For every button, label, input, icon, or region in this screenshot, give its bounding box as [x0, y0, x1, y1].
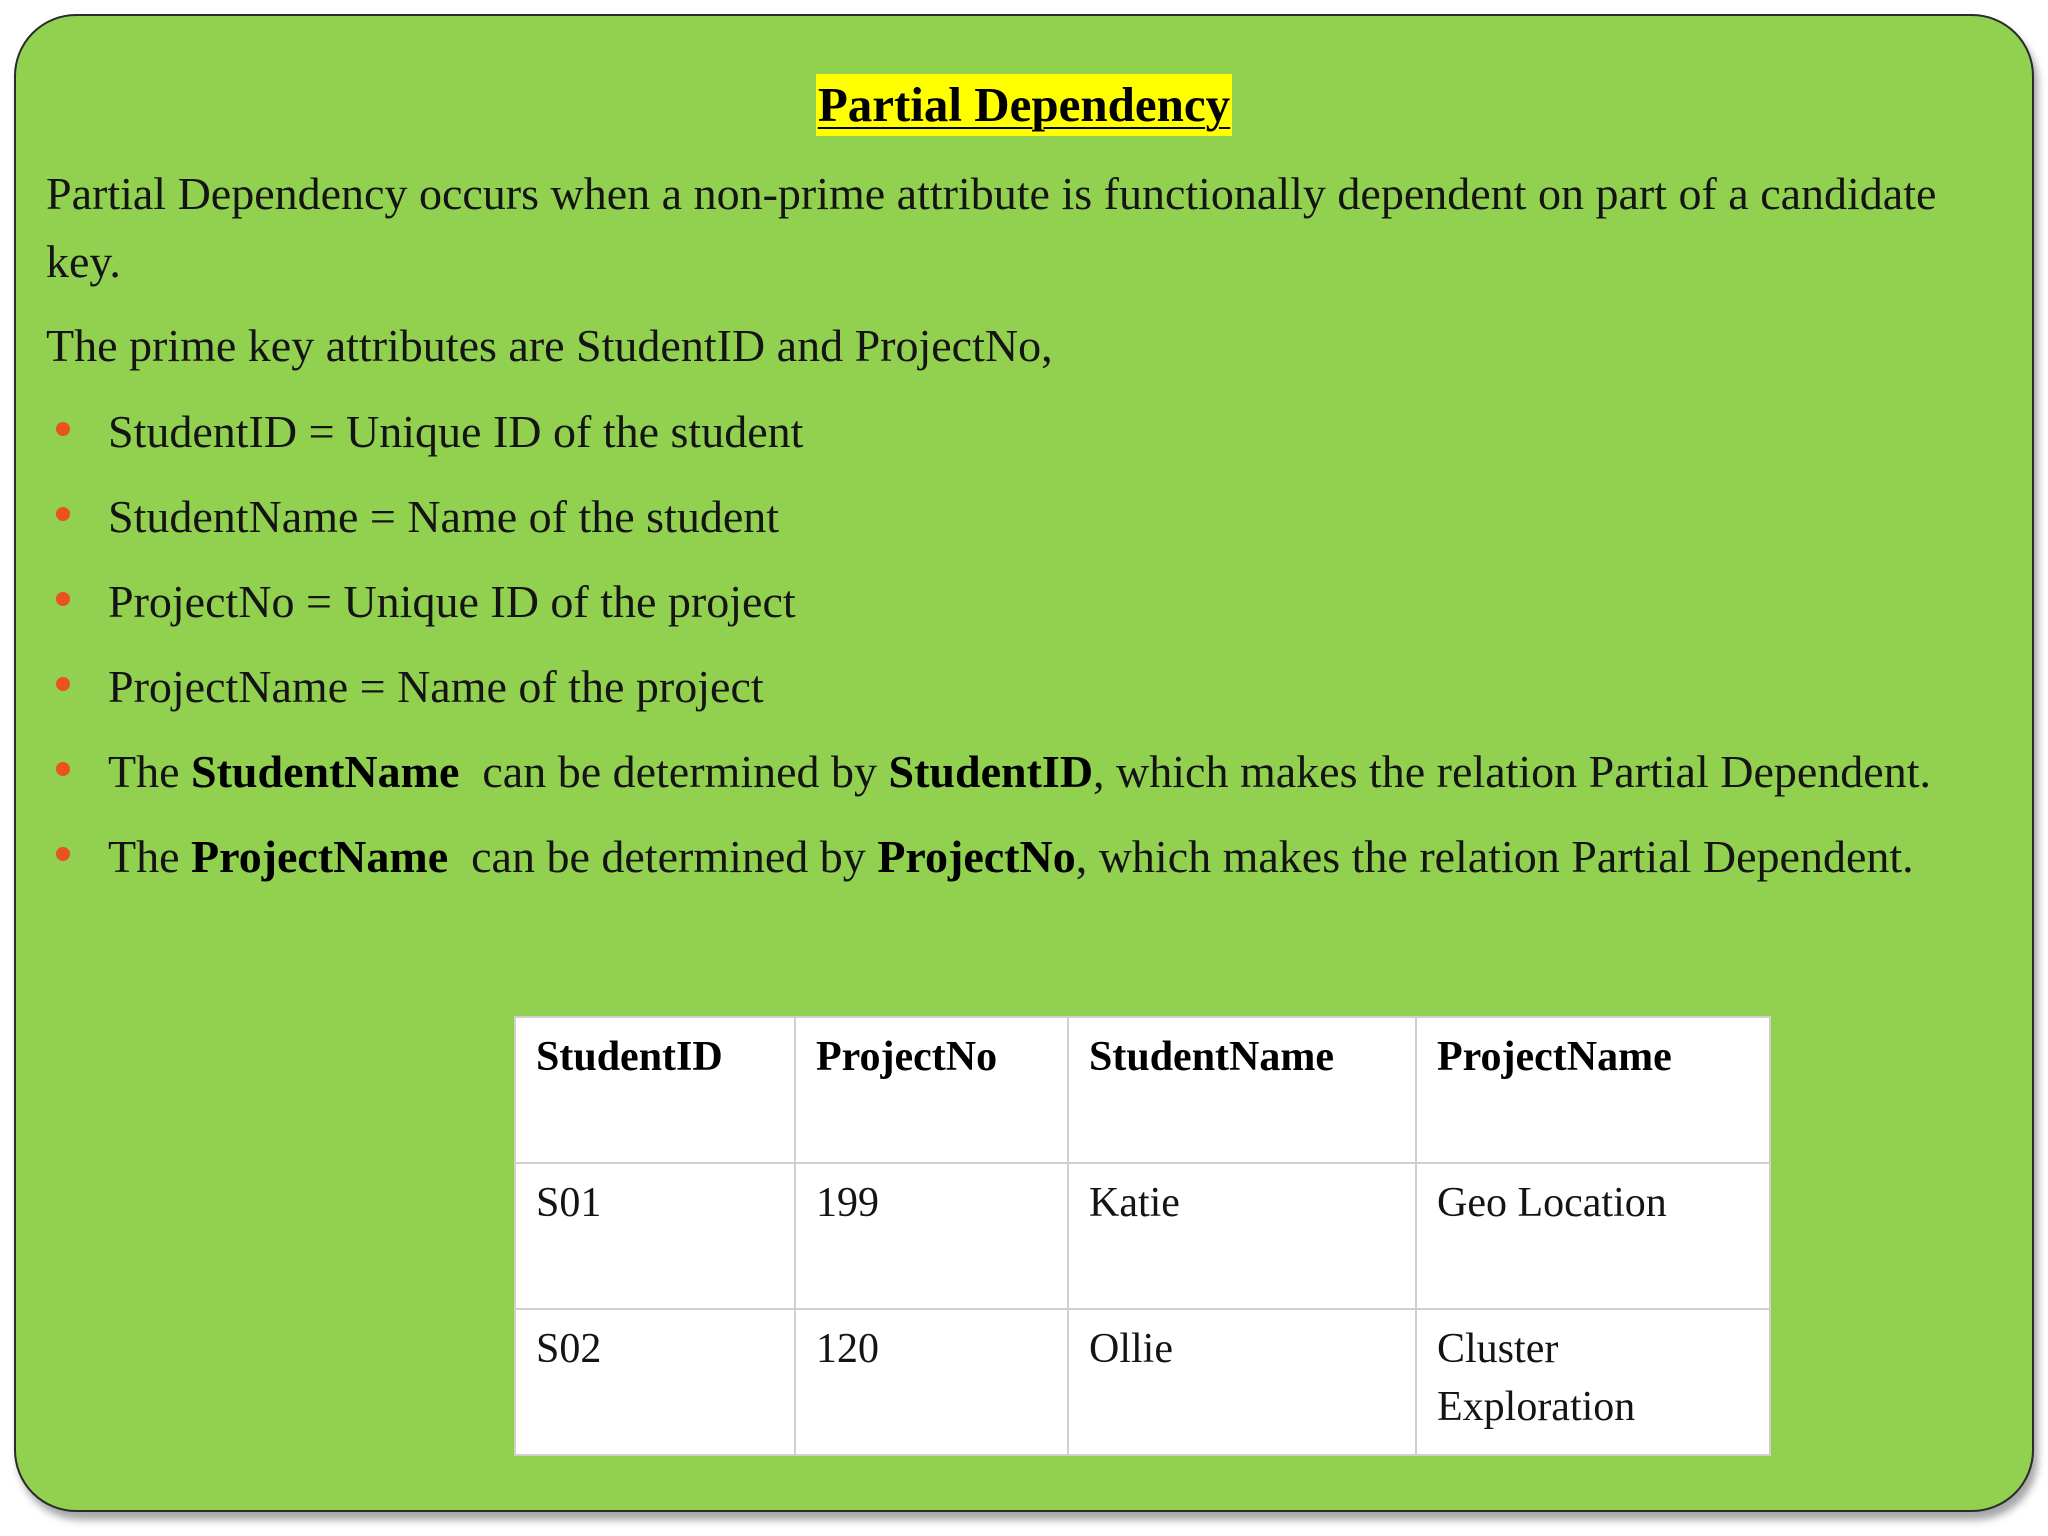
example-table — [514, 1016, 1771, 1456]
table-cell: Ollie — [1068, 1309, 1416, 1455]
table-cell: S02 — [515, 1309, 795, 1455]
column-header: ProjectNo — [795, 1017, 1068, 1163]
title-container — [16, 74, 2032, 136]
list-item-text: ProjectName = Name of the project — [108, 661, 764, 712]
list-item — [46, 483, 2006, 551]
table-cell: 199 — [795, 1163, 1068, 1309]
table-cell: Cluster Exploration — [1416, 1309, 1770, 1455]
bullet-dot-icon — [56, 762, 70, 776]
table-cell: S01 — [515, 1163, 795, 1309]
definition-text: Partial Dependency occurs when a non-prime attribute is functionally dependent on part of a candidate key. — [46, 168, 1937, 287]
list-item — [46, 398, 2006, 466]
table-row — [515, 1163, 1770, 1309]
bullet-dot-icon — [56, 592, 70, 606]
statement-suffix: , which makes the relation Partial Dependent. — [1075, 831, 1914, 882]
bullet-dot-icon — [56, 507, 70, 521]
table-cell: Geo Location — [1416, 1163, 1770, 1309]
statement-prefix: The — [108, 831, 192, 882]
slide-title: Partial Dependency — [816, 74, 1232, 136]
list-item-statement-student — [46, 738, 2006, 806]
statement-middle: can be determined by — [448, 831, 878, 882]
table-cell: Katie — [1068, 1163, 1416, 1309]
list-item — [46, 568, 2006, 636]
statement-middle: can be determined by — [459, 746, 889, 797]
prime-key-text: The prime key attributes are StudentID and ProjectNo, — [46, 320, 1053, 371]
statement-determinant: ProjectNo — [877, 831, 1076, 882]
bullet-dot-icon — [56, 422, 70, 436]
list-item-text: StudentID = Unique ID of the student — [108, 406, 804, 457]
list-item-text: StudentName = Name of the student — [108, 491, 780, 542]
column-header: StudentName — [1068, 1017, 1416, 1163]
list-item-statement-project — [46, 823, 2006, 891]
bullet-dot-icon — [56, 847, 70, 861]
column-header: StudentID — [515, 1017, 795, 1163]
attribute-list — [46, 398, 2006, 908]
table-header-row — [515, 1017, 1770, 1163]
slide — [14, 14, 2034, 1512]
statement-determinant: StudentID — [888, 746, 1094, 797]
statement-subject: ProjectName — [191, 831, 449, 882]
statement-suffix: , which makes the relation Partial Dependent. — [1093, 746, 1931, 797]
statement-subject: StudentName — [191, 746, 460, 797]
list-item — [46, 653, 2006, 721]
bullet-dot-icon — [56, 677, 70, 691]
table-cell: 120 — [795, 1309, 1068, 1455]
column-header: ProjectName — [1416, 1017, 1770, 1163]
table-row — [515, 1309, 1770, 1455]
statement-prefix: The — [108, 746, 192, 797]
list-item-text: ProjectNo = Unique ID of the project — [108, 576, 796, 627]
